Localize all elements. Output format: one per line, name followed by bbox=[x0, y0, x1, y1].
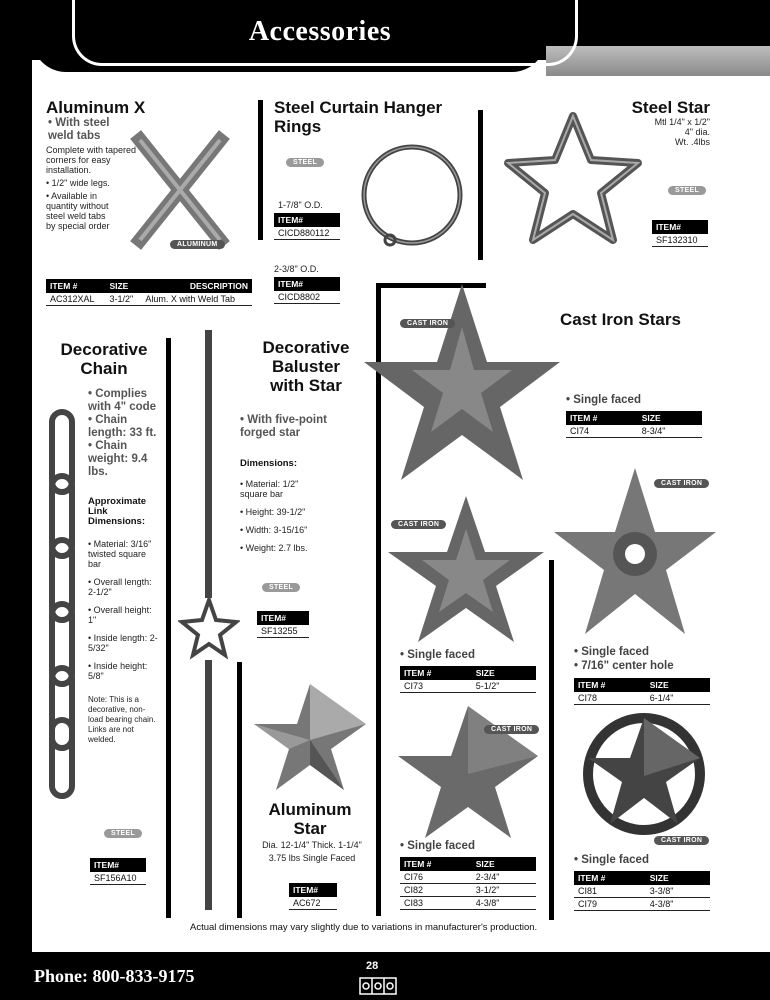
ring-size: 1-7/8" O.D. bbox=[278, 200, 323, 210]
baluster-title: Decorative Baluster with Star bbox=[262, 338, 350, 395]
steel-star-section bbox=[560, 98, 710, 147]
table-row: AC312XAL 3-1/2" Alum. X with Weld Tab bbox=[46, 293, 252, 306]
bullet: • Single faced bbox=[574, 854, 649, 866]
header-gradient-bar bbox=[546, 46, 770, 76]
dim: • Material: 3/16" twisted square bar bbox=[88, 539, 152, 569]
dims-title: Dimensions: bbox=[240, 458, 298, 469]
section-title: Steel Curtain Hanger Rings bbox=[274, 98, 443, 136]
divider bbox=[166, 338, 171, 918]
ci78-table: ITEM # SIZE CI78 6-1/4" bbox=[574, 678, 710, 705]
spec: 4" dia. bbox=[684, 127, 710, 137]
material-badge: CAST IRON bbox=[654, 836, 709, 845]
aluminum-star-image bbox=[252, 682, 368, 794]
bullet: • Single faced bbox=[400, 840, 475, 852]
bullet: • Chain length: 33 ft. bbox=[88, 414, 157, 439]
material-badge: CAST IRON bbox=[391, 520, 446, 529]
cast-iron-stars-section bbox=[560, 310, 681, 329]
divider bbox=[258, 100, 263, 240]
table-row: CICD880112 bbox=[274, 227, 340, 240]
material-badge: STEEL bbox=[668, 186, 706, 195]
material-badge: CAST IRON bbox=[484, 725, 539, 734]
ci76-table: ITEM # SIZE CI76 2-3/4" CI82 3-1/2" CI83 4-3/8" bbox=[400, 857, 536, 910]
description: Complete with tapered corners for easy installation. bbox=[46, 145, 137, 175]
dim: • Width: 3-15/16" bbox=[240, 525, 308, 535]
dim: • Overall height: 1" bbox=[88, 605, 152, 625]
baluster-details bbox=[240, 414, 360, 553]
table-row: AC672 bbox=[289, 897, 337, 910]
table-row: CI83 4-3/8" bbox=[400, 897, 536, 910]
bullet: • 1/2" wide legs. bbox=[46, 178, 110, 188]
bullet: • Available in quantity without steel weld tabs by special order bbox=[46, 191, 110, 231]
steel-star-table: ITEM# SF132310 bbox=[652, 220, 708, 247]
dims-title: Approximate Link Dimensions: bbox=[88, 496, 147, 527]
table-row: SF132310 bbox=[652, 234, 708, 247]
table-row: CI76 2-3/4" bbox=[400, 871, 536, 884]
bullet: • With steel weld tabs bbox=[48, 117, 110, 142]
footnote: Actual dimensions may vary slightly due to variations in manufacturer's production. bbox=[190, 922, 538, 933]
chain-image bbox=[40, 408, 84, 800]
table-row: SF13255 bbox=[257, 625, 309, 638]
aluminum-star-spec: Dia. 12-1/4" Thick. 1-1/4" bbox=[262, 840, 362, 850]
bullet: • Single faced bbox=[566, 394, 641, 406]
ci73-table: ITEM # SIZE CI73 5-1/2" bbox=[400, 666, 536, 693]
ci74-star-image bbox=[362, 282, 562, 482]
aluminum-x-table: ITEM # SIZE DESCRIPTION AC312XAL 3-1/2" Alum. X with Weld Tab bbox=[46, 279, 252, 306]
table-row: CI78 6-1/4" bbox=[574, 692, 710, 705]
ci73-star-image bbox=[384, 494, 548, 644]
dim: • Overall length: 2-1/2" bbox=[88, 577, 152, 597]
baluster-image bbox=[178, 330, 240, 910]
baluster-table: ITEM# SF13255 bbox=[257, 611, 309, 638]
ci74-table: ITEM # SIZE CI74 8-3/4" bbox=[566, 411, 702, 438]
footer-phone: Phone: 800-833-9175 bbox=[34, 966, 195, 986]
table-row: CI81 3-3/8" bbox=[574, 885, 710, 898]
note: Note: This is a decorative, non-load bearing chain. Links are not welded. bbox=[88, 695, 156, 744]
bullet: • Chain weight: 9.4 lbs. bbox=[88, 440, 148, 478]
section-title: Aluminum X bbox=[46, 98, 146, 117]
ring-size: 2-3/8" O.D. bbox=[274, 264, 319, 274]
section-title: Cast Iron Stars bbox=[560, 310, 681, 329]
material-badge: CAST IRON bbox=[654, 479, 709, 488]
dim: • Height: 39-1/2" bbox=[240, 507, 306, 517]
dim: • Inside length: 2-5/32" bbox=[88, 633, 158, 653]
material-badge: CAST IRON bbox=[400, 319, 455, 328]
page-title: Accessories bbox=[248, 16, 392, 47]
table-row: CI79 4-3/8" bbox=[574, 898, 710, 911]
bullet: • With five-point forged star bbox=[240, 414, 327, 439]
bullet: • Complies with 4" code bbox=[88, 388, 157, 413]
dim: • Material: 1/2" square bar bbox=[240, 479, 299, 499]
logo-icon bbox=[358, 976, 398, 996]
table-row: CI82 3-1/2" bbox=[400, 884, 536, 897]
material-badge: ALUMINUM bbox=[170, 240, 225, 249]
ci81-table: ITEM # SIZE CI81 3-3/8" CI79 4-3/8" bbox=[574, 871, 710, 911]
spec: Wt. .4lbs bbox=[674, 137, 710, 147]
aluminum-star-table: ITEM# AC672 bbox=[289, 883, 337, 910]
bullet: • Single faced bbox=[574, 646, 649, 658]
ring-table-1: ITEM# CICD880112 bbox=[274, 213, 340, 240]
divider bbox=[478, 110, 483, 260]
page-number: 28 bbox=[366, 960, 379, 972]
section-title: Steel Star bbox=[631, 98, 710, 117]
ring-table-2: ITEM# CICD8802 bbox=[274, 277, 340, 304]
ci81-star-image bbox=[580, 710, 708, 838]
curtain-ring-image bbox=[352, 140, 472, 255]
bullet: • Single faced bbox=[400, 649, 475, 661]
chain-details bbox=[88, 388, 160, 745]
bullet: • 7/16" center hole bbox=[574, 660, 674, 672]
table-row: CI73 5-1/2" bbox=[400, 680, 536, 693]
chain-table: ITEM# SF156A10 bbox=[90, 858, 146, 885]
material-badge: STEEL bbox=[286, 158, 324, 167]
table-row: CI74 8-3/4" bbox=[566, 425, 702, 438]
dim: • Inside height: 5/8" bbox=[88, 661, 148, 681]
aluminum-star-title: Aluminum Star bbox=[268, 800, 352, 838]
dim: • Weight: 2.7 lbs. bbox=[240, 543, 308, 553]
table-row: SF156A10 bbox=[90, 872, 146, 885]
chain-title: Decorative Chain bbox=[60, 340, 148, 378]
material-badge: STEEL bbox=[262, 583, 300, 592]
aluminum-star-spec: 3.75 lbs Single Faced bbox=[268, 853, 356, 863]
curtain-rings-section bbox=[274, 98, 474, 136]
material-badge: STEEL bbox=[104, 829, 142, 838]
spec: Mtl 1/4" x 1/2" bbox=[654, 117, 710, 127]
table-row: CICD8802 bbox=[274, 291, 340, 304]
ci78-star-image bbox=[552, 466, 718, 636]
